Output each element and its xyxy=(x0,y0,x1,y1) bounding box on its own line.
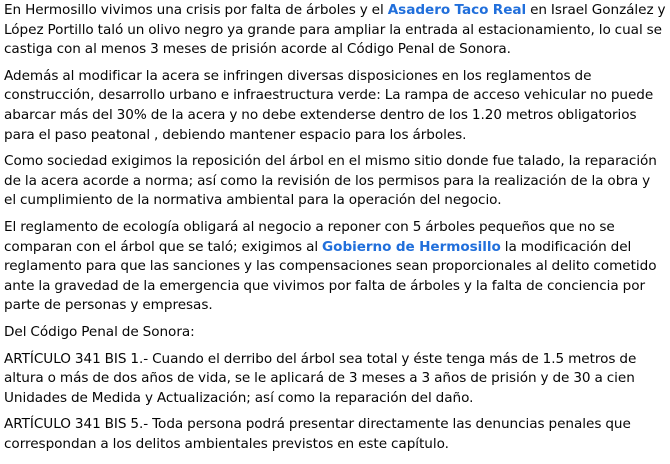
page-tag-gobierno-de-hermosillo[interactable]: Gobierno de Hermosillo xyxy=(322,238,501,255)
paragraph-ecology-text-start: El reglamento de ecología obligará al negocio a reponer con 5 árboles pequeños que no se comparan con el árbol que se taló; exigimos al xyxy=(4,218,615,255)
paragraph-ecology xyxy=(4,218,666,316)
paragraph-regulations: Además al modificar la acera se infringen diversas disposiciones en los reglamentos de construcción, desarrollo urbano e infraestructura verde: La rampa de acceso vehicular no puede abarcar más del 30% de la acera y no debe extenderse dentro de los 1.20 metros obligatorios para el paso peatonal , debiendo mantener espacio para los árboles. xyxy=(4,67,654,143)
paragraph-demands: Como sociedad exigimos la reposición del árbol en el mismo sitio donde fue talado, la reparación de la acera acorde a norma; así como la revisión de los permisos para la realización de la obra y el cumplimiento de la normativa ambiental para la operación del negocio. xyxy=(4,153,657,209)
paragraph-penal-code-heading: Del Código Penal de Sonora: xyxy=(4,323,195,340)
paragraph-intro-text-end: en Israel González y López Portillo taló un olivo negro ya grande para ampliar la entrada al estacionamiento, lo cual se castiga con al menos 3 meses de prisión acorde al Código Penal de Sonora. xyxy=(4,2,666,58)
paragraph-intro xyxy=(4,1,666,60)
paragraph-intro-text-start: En Hermosillo vivimos una crisis por falta de árboles y el xyxy=(4,2,388,18)
paragraph-article-341-bis-1: ARTÍCULO 341 BIS 1.- Cuando el derribo del árbol sea total y éste tenga más de 1.5 metros de altura o más de dos años de vida, se le aplicará de 3 meses a 3 años de prisión y de 30 a cien Unidades de Medida y Actualización; así como la reparación del daño. xyxy=(4,350,637,406)
paragraph-article-341-bis-5: ARTÍCULO 341 BIS 5.- Toda persona podrá presentar directamente las denuncias penales que correspondan a los delitos ambientales previstos en este capítulo. xyxy=(4,416,631,452)
paragraph-ecology-text-end: la modificación del reglamento para que las sanciones y las compensaciones sean proporcionales al delito cometido ante la gravedad de la emergencia que vivimos por falta de árboles y la falta de conciencia por parte de personas y empresas. xyxy=(4,238,657,314)
page-tag-asadero-taco-real[interactable]: Asadero Taco Real xyxy=(387,2,527,18)
